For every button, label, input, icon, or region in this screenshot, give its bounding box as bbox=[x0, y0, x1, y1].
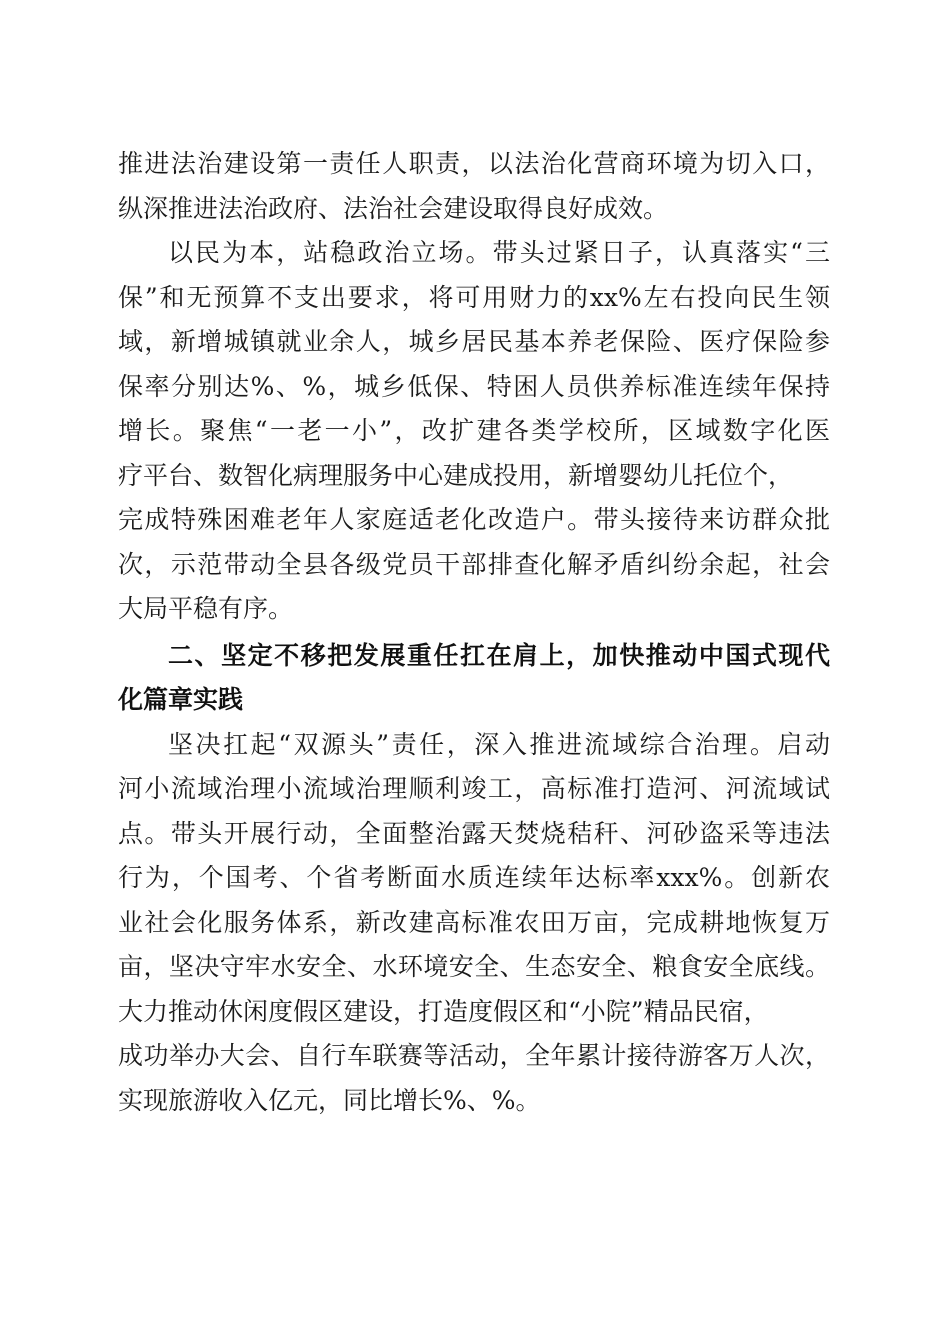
document-body bbox=[118, 142, 830, 1123]
text-line: 增长。聚焦“一老一小”，改扩建各类学校所，区域数字化医 bbox=[118, 416, 830, 445]
text-line: 实现旅游收入亿元，同比增长%、%。 bbox=[118, 1085, 541, 1115]
text-line: 域，新增城镇就业余人，城乡居民基本养老保险、医疗保险参 bbox=[118, 327, 830, 356]
heading-line: 二、坚定不移把发展重任扛在肩上，加快推动中国式现代 bbox=[168, 640, 830, 670]
text-line: 行为，个国考、个省考断面水质连续年达标率xxx%。创新农 bbox=[118, 863, 830, 892]
text-line: 疗平台、数智化病理服务中心建成投用，新增婴幼儿托位个， bbox=[118, 460, 794, 490]
text-line: 业社会化服务体系，新改建高标准农田万亩，完成耕地恢复万 bbox=[118, 907, 830, 937]
text-line: 以民为本，站稳政治立场。带头过紧日子，认真落实“三 bbox=[168, 238, 830, 267]
text-line: 大局平稳有序。 bbox=[118, 594, 294, 623]
text-line: 保”和无预算不支出要求，将可用财力的xx%左右投向民生领 bbox=[118, 282, 830, 312]
heading-line: 化篇章实践 bbox=[118, 685, 244, 714]
text-line: 河小流域治理小流域治理顺利竣工，高标准打造河、河流域试 bbox=[118, 774, 830, 803]
text-line: 次，示范带动全县各级党员干部排查化解矛盾纠纷余起，社会 bbox=[118, 549, 830, 579]
text-line: 推进法治建设第一责任人职责，以法治化营商环境为切入口， bbox=[118, 149, 830, 178]
text-line: 成功举办大会、自行车联赛等活动，全年累计接待游客万人次， bbox=[118, 1041, 830, 1070]
paragraph-ecology-development bbox=[118, 723, 830, 1124]
paragraph-rule-of-law-continuation bbox=[118, 142, 830, 231]
text-line: 完成特殊困难老年人家庭适老化改造户。带头接待来访群众批 bbox=[118, 505, 830, 534]
paragraph-people-livelihood bbox=[118, 231, 830, 632]
text-line: 亩，坚决守牢水安全、水环境安全、生态安全、粮食安全底线。 bbox=[118, 952, 830, 981]
text-line: 点。带头开展行动，全面整治露天焚烧秸秆、河砂盗采等违法 bbox=[118, 818, 830, 848]
text-line: 纵深推进法治政府、法治社会建设取得良好成效。 bbox=[118, 193, 669, 223]
text-line: 坚决扛起“双源头”责任，深入推进流域综合治理。启动 bbox=[168, 729, 830, 759]
section-heading-two bbox=[118, 634, 830, 723]
text-line: 大力推动休闲度假区建设，打造度假区和“小院”精品民宿， bbox=[118, 996, 769, 1026]
text-line: 保率分别达%、%，城乡低保、特困人员供养标准连续年保持 bbox=[118, 371, 830, 401]
